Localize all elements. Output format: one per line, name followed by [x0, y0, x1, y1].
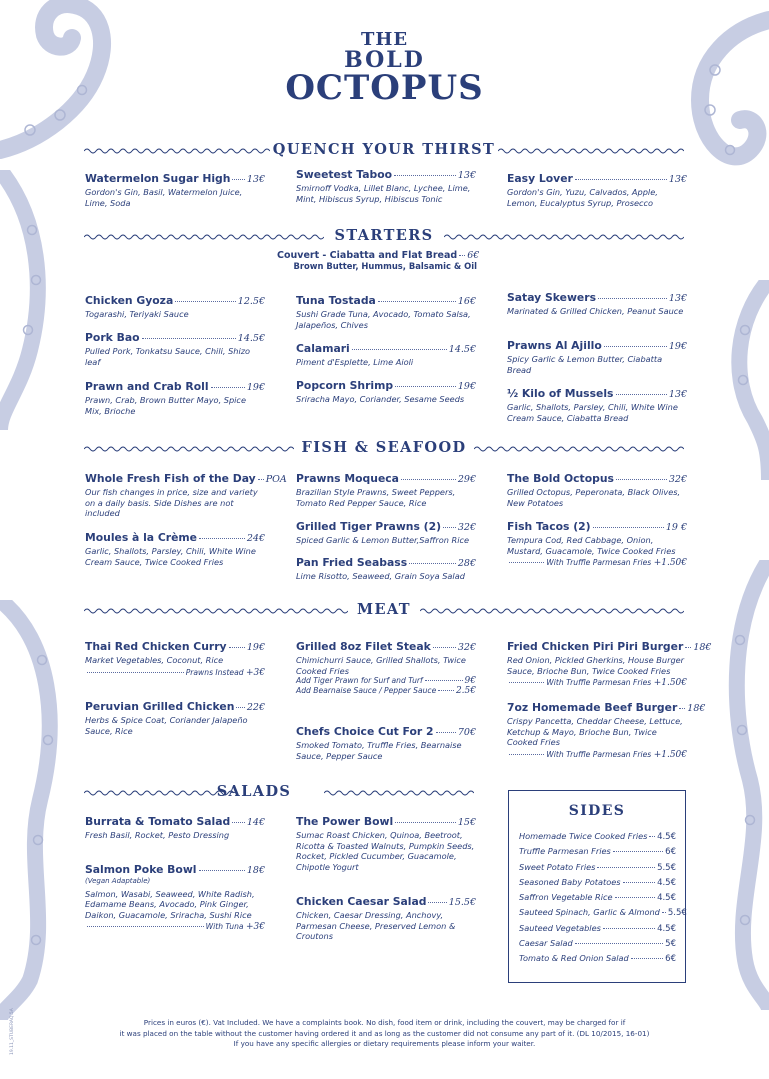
- extra-option: With Truffle Parmesan Fries: [546, 558, 652, 567]
- item-name: Satay Skewers: [507, 291, 597, 304]
- wave-divider-right: [324, 789, 474, 797]
- footer-line: it was placed on the table without the customer having ordered it and as long as the customer did not consume any part of it. (DL 10/2015, 16-01): [119, 1028, 650, 1038]
- list-item: [519, 953, 676, 968]
- menu-item: [85, 700, 265, 736]
- menu-item: [85, 380, 265, 416]
- item-description: Piment d'Esplette, Lime Aioli: [296, 357, 414, 367]
- extra-price: +1.50€: [653, 678, 687, 688]
- leader-dots: [662, 912, 666, 913]
- footer-line: If you have any specific allergies or dietary requirements please inform your waiter.: [233, 1039, 536, 1048]
- extra-option: With Truffle Parmesan Fries: [546, 678, 652, 687]
- item-description: Chimichurri Sauce, Grilled Shallots, Twice Cooked Fries: [296, 655, 466, 676]
- item-price: 19€: [668, 341, 687, 352]
- menu-item: [507, 172, 687, 208]
- side-price: 4.5€: [657, 923, 676, 934]
- leader-dots: [211, 387, 245, 388]
- tentacle-decoration-left: [0, 170, 60, 430]
- sides-box: [508, 790, 686, 983]
- section-header-quench: [84, 141, 684, 161]
- menu-item: [296, 556, 476, 582]
- extra-price: 2.5€: [455, 686, 476, 696]
- side-name: Caesar Salad: [519, 938, 573, 949]
- item-name: Pan Fried Seabass: [296, 556, 408, 569]
- section-title-starters: STARTERS: [334, 227, 434, 244]
- menu-item: [296, 815, 476, 872]
- leader-dots: [395, 386, 456, 387]
- side-price: 5.5€: [667, 908, 687, 919]
- menu-item: [507, 291, 687, 317]
- leader-dots: [428, 902, 446, 903]
- item-name: Salmon Poke Bowl: [85, 863, 197, 876]
- list-item: [519, 862, 676, 877]
- item-name: Prawns Moqueca: [296, 472, 399, 485]
- leader-dots: [436, 732, 456, 733]
- menu-item: [296, 520, 476, 546]
- wave-divider-right: [420, 607, 684, 615]
- extra-option: With Tuna: [205, 922, 244, 931]
- item-price: 32€: [457, 642, 476, 653]
- item-name: Whole Fresh Fish of the Day: [85, 472, 256, 485]
- leader-dots: [623, 882, 656, 883]
- item-name: Pork Bao: [85, 331, 140, 344]
- leader-dots: [175, 301, 236, 302]
- item-name: Fish Tacos (2): [507, 520, 591, 533]
- item-description: Salmon, Wasabi, Seaweed, White Radish, Edamame Beans, Avocado, Pink Ginger, Daikon, Guacamole, Sriracha, Sushi Rice: [85, 888, 255, 920]
- menu-item: [296, 342, 476, 368]
- menu-item: [507, 472, 687, 508]
- item-name: ½ Kilo of Mussels: [507, 387, 614, 400]
- item-name: Chicken Caesar Salad: [296, 895, 427, 908]
- menu-item: [296, 895, 476, 942]
- menu-item: [507, 387, 687, 423]
- leader-dots: [615, 897, 656, 898]
- tentacle-decoration-right: [705, 280, 769, 480]
- item-description: Garlic, Shallots, Parsley, Chili, White Wine Cream Sauce, Ciabatta Bread: [507, 402, 678, 423]
- item-description: Brazilian Style Prawns, Sweet Peppers, Tomato Red Pepper Sauce, Rice: [296, 487, 456, 508]
- menu-item: [296, 640, 476, 696]
- leader-dots: [616, 394, 667, 395]
- side-name: Seasoned Baby Potatoes: [519, 876, 621, 887]
- leader-dots: [597, 867, 655, 868]
- item-price: 19€: [457, 381, 476, 392]
- side-name: Tomato & Red Onion Salad: [519, 953, 629, 964]
- leader-dots: [575, 179, 667, 180]
- item-name: Moules à la Crème: [85, 531, 197, 544]
- item-price: 18€: [687, 703, 706, 714]
- item-price: 19 €: [665, 522, 687, 533]
- item-price: POA: [265, 474, 287, 485]
- section-title-meat: MEAT: [357, 601, 411, 618]
- extra-price: +1.50€: [653, 558, 687, 568]
- leader-dots: [232, 822, 245, 823]
- leader-dots: [679, 708, 685, 709]
- item-price: 32€: [668, 474, 687, 485]
- menu-item: [507, 520, 687, 568]
- extra-price: +1.50€: [653, 749, 687, 760]
- tentacle-decoration-bottom-left: [0, 600, 80, 1020]
- brand-line-octopus: OCTOPUS: [285, 68, 484, 108]
- section-header-meat: [84, 601, 684, 621]
- item-price: 16€: [457, 296, 476, 307]
- leader-dots: [509, 682, 544, 683]
- item-description: Prawn, Crab, Brown Butter Mayo, Spice Mix, Brioche: [85, 395, 246, 416]
- item-description: Togarashi, Teriyaki Sauce: [85, 309, 189, 319]
- section-title-quench: QUENCH YOUR THIRST: [272, 141, 496, 158]
- extra-option: Prawns Instead: [185, 667, 244, 677]
- section-title-fish: FISH & SEAFOOD: [301, 439, 467, 456]
- extra-option: Add Tiger Prawn for Surf and Turf: [296, 676, 423, 685]
- item-price: 22€: [246, 702, 265, 713]
- side-name: Homemade Twice Cooked Fries: [519, 831, 648, 841]
- leader-dots: [509, 562, 544, 563]
- side-price: 4.5€: [657, 877, 676, 888]
- menu-item: [85, 863, 265, 932]
- item-price: 18€: [693, 642, 712, 653]
- side-name: Sauteed Spinach, Garlic & Almond: [519, 907, 660, 918]
- item-description: Pulled Pork, Tonkatsu Sauce, Chili, Shizo leaf: [85, 346, 251, 367]
- tentacle-decoration-bottom-right: [690, 560, 769, 1010]
- item-description: Crispy Pancetta, Cheddar Cheese, Lettuce, Ketchup & Mayo, Brioche Bun, Twice Cooked Fries: [507, 716, 683, 747]
- leader-dots: [229, 647, 245, 648]
- leader-dots: [425, 680, 463, 681]
- item-name: Prawn and Crab Roll: [85, 380, 209, 393]
- item-price: 12.5€: [237, 296, 265, 307]
- leader-dots: [575, 943, 663, 944]
- item-price: 13€: [668, 389, 687, 400]
- menu-item: [296, 294, 476, 330]
- list-item: [519, 831, 676, 846]
- leader-dots: [87, 672, 184, 673]
- leader-dots: [631, 958, 663, 959]
- leader-dots: [509, 754, 544, 755]
- item-name: Chicken Gyoza: [85, 294, 174, 307]
- item-name: Fried Chicken Piri Piri Burger: [507, 640, 684, 653]
- item-name: Prawns Al Ajillo: [507, 339, 602, 352]
- side-price: 6€: [665, 847, 676, 858]
- item-name: Grilled 8oz Filet Steak: [296, 640, 431, 653]
- brand-line-bold: BOLD: [344, 47, 425, 73]
- wave-divider-right: [498, 147, 684, 155]
- leader-dots: [616, 479, 667, 480]
- item-description: Gordon's Gin, Basil, Watermelon Juice, Lime, Soda: [85, 187, 243, 208]
- item-price: 13€: [457, 170, 476, 181]
- menu-item: [296, 379, 476, 405]
- item-description: Gordon's Gin, Yuzu, Calvados, Apple, Lemon, Eucalyptus Syrup, Prosecco: [507, 187, 658, 208]
- side-name: Saffron Vegetable Rice: [519, 892, 613, 903]
- side-price: 4.5€: [657, 832, 676, 842]
- leader-dots: [401, 479, 456, 480]
- item-name: Chefs Choice Cut For 2: [296, 725, 434, 738]
- leader-dots: [685, 647, 691, 648]
- item-name: Watermelon Sugar High: [85, 172, 231, 185]
- leader-dots: [258, 479, 264, 480]
- side-name: Sweet Potato Fries: [519, 861, 596, 872]
- menu-item: [85, 172, 265, 208]
- item-name: Burrata & Tomato Salad: [85, 815, 231, 828]
- item-description: Smoked Tomato, Truffle Fries, Bearnaise Sauce, Pepper Sauce: [296, 740, 462, 761]
- side-name: Truffle Parmesan Fries: [519, 846, 611, 857]
- leader-dots: [395, 822, 456, 823]
- item-description: Smirnoff Vodka, Lillet Blanc, Lychee, Lime, Mint, Hibiscus Syrup, Hibiscus Tonic: [296, 183, 471, 204]
- item-name: Peruvian Grilled Chicken: [85, 700, 235, 713]
- item-price: 14.5€: [237, 333, 265, 344]
- item-description: Tempura Cod, Red Cabbage, Onion, Mustard, Guacamole, Twice Cooked Fries: [507, 535, 676, 556]
- leader-dots: [649, 836, 655, 837]
- item-price: 18€: [246, 865, 265, 876]
- item-price: 6€: [467, 250, 480, 261]
- leader-dots: [443, 527, 456, 528]
- menu-item: [85, 815, 265, 841]
- item-name: Grilled Tiger Prawns (2): [296, 520, 442, 533]
- item-description: Sriracha Mayo, Coriander, Sesame Seeds: [296, 394, 465, 404]
- wave-divider-right: [474, 445, 684, 453]
- leader-dots: [603, 928, 655, 929]
- item-description: Lime Risotto, Seaweed, Grain Soya Salad: [296, 571, 465, 581]
- item-price: 32€: [457, 522, 476, 533]
- item-price: 28€: [457, 558, 476, 569]
- item-description: Red Onion, Pickled Gherkins, House Burger Sauce, Brioche Bun, Twice Cooked Fries: [507, 655, 685, 676]
- extra-price: 9€: [464, 676, 476, 686]
- leader-dots: [87, 926, 204, 927]
- item-price: 14.5€: [448, 344, 476, 355]
- side-price: 5.5€: [657, 862, 676, 873]
- item-price: 19€: [246, 642, 265, 653]
- item-name: Couvert - Ciabatta and Flat Bread: [277, 250, 458, 261]
- menu-item: [507, 339, 687, 375]
- leader-dots: [394, 175, 456, 176]
- menu-item: [507, 701, 706, 760]
- item-description: Spicy Garlic & Lemon Butter, Ciabatta Bread: [507, 354, 663, 375]
- extra-option: Add Bearnaise Sauce / Pepper Sauce: [296, 686, 437, 695]
- item-name: Easy Lover: [507, 172, 573, 185]
- item-name: Sweetest Taboo: [296, 168, 393, 181]
- item-price: 70€: [457, 727, 476, 738]
- side-price: 5€: [665, 939, 676, 950]
- menu-item: [85, 531, 265, 567]
- leader-dots: [409, 563, 456, 564]
- item-price: 13€: [668, 293, 687, 304]
- side-price: 4.5€: [657, 893, 676, 904]
- item-name: Calamari: [296, 342, 350, 355]
- leader-dots: [199, 870, 245, 871]
- section-title-salads: SALADS: [216, 783, 292, 800]
- leader-dots: [598, 298, 667, 299]
- leader-dots: [232, 179, 244, 180]
- item-price: 29€: [457, 474, 476, 485]
- item-description: Grilled Octopus, Peperonata, Black Olives, New Potatoes: [507, 487, 681, 508]
- footer-line: Prices in euros (€). Vat Included. We have a complaints book. No dish, food item or drink, including the couvert, may be charged for if: [143, 1018, 626, 1027]
- leader-dots: [613, 851, 663, 852]
- section-header-salads: [84, 783, 474, 803]
- item-name: Tuna Tostada: [296, 294, 376, 307]
- item-name: 7oz Homemade Beef Burger: [507, 701, 678, 714]
- item-description: Sumac Roast Chicken, Quinoa, Beetroot, Ricotta & Toasted Walnuts, Pumpkin Seeds, Rocket, Pickled Cucumber, Guacamole, Chipotle Yogurt: [296, 830, 475, 872]
- leader-dots: [352, 349, 447, 350]
- leader-dots: [236, 707, 244, 708]
- item-price: 13€: [668, 174, 687, 185]
- leader-dots: [378, 301, 456, 302]
- item-name: The Bold Octopus: [507, 472, 614, 485]
- item-description: Chicken, Caesar Dressing, Anchovy, Parmesan Cheese, Preserved Lemon & Croutons: [296, 910, 456, 941]
- list-item: [519, 846, 676, 861]
- leader-dots: [459, 255, 465, 256]
- list-item: [519, 907, 687, 922]
- menu-item: [85, 640, 265, 678]
- leader-dots: [433, 647, 456, 648]
- item-description: Fresh Basil, Rocket, Pesto Dressing: [85, 830, 230, 840]
- item-description: Marinated & Grilled Chicken, Peanut Sauce: [507, 306, 684, 316]
- item-price: 24€: [246, 533, 265, 544]
- item-name: Thai Red Chicken Curry: [85, 640, 227, 653]
- item-name: The Power Bowl: [296, 815, 394, 828]
- print-code: 19.11_STUBERAQ.5A: [10, 1008, 15, 1055]
- menu-item: [85, 331, 265, 367]
- item-price: 13€: [246, 174, 265, 185]
- menu-item: [296, 725, 476, 761]
- item-price: 19€: [246, 382, 265, 393]
- section-title-sides: SIDES: [568, 803, 626, 819]
- leader-dots: [593, 527, 664, 528]
- item-price: 15€: [457, 817, 476, 828]
- item-description: Spiced Garlic & Lemon Butter,Saffron Rice: [296, 535, 470, 545]
- item-name: Popcorn Shrimp: [296, 379, 394, 392]
- item-description: Garlic, Shallots, Parsley, Chili, White Wine Cream Sauce, Twice Cooked Fries: [85, 546, 256, 567]
- leader-dots: [142, 338, 236, 339]
- list-item: [519, 877, 676, 892]
- item-description: Herbs & Spice Coat, Coriander Jalapeño Sauce, Rice: [85, 715, 248, 736]
- item-note: (Vegan Adaptable): [85, 877, 151, 885]
- menu-item: [507, 640, 712, 688]
- list-item: [519, 938, 676, 953]
- list-item: [519, 892, 676, 907]
- side-name: Sauteed Vegetables: [519, 922, 601, 933]
- leader-dots: [438, 690, 454, 691]
- section-header-starters: [84, 227, 684, 247]
- extra-option: With Truffle Parmesan Fries: [546, 749, 652, 759]
- leader-dots: [604, 346, 667, 347]
- wave-divider-right: [444, 233, 684, 241]
- item-price: 15.5€: [448, 897, 476, 908]
- extra-price: +3€: [246, 922, 265, 932]
- side-price: 6€: [665, 954, 676, 965]
- item-description: Our fish changes in price, size and variety on a daily basis. Side Dishes are not included: [85, 487, 258, 518]
- sides-list: [519, 831, 687, 969]
- item-description: Market Vegetables, Coconut, Rice: [85, 655, 224, 665]
- menu-item: [296, 168, 476, 204]
- item-description: Brown Butter, Hummus, Balsamic & Oil: [293, 261, 477, 271]
- menu-item: [85, 472, 287, 519]
- menu-item: [85, 294, 265, 320]
- leader-dots: [199, 538, 245, 539]
- legal-footer: [0, 1018, 769, 1050]
- item-price: 14€: [246, 817, 265, 828]
- brand-line-the: THE: [360, 29, 409, 50]
- item-description: Sushi Grade Tuna, Avocado, Tomato Salsa, Jalapeños, Chives: [296, 309, 471, 330]
- section-header-fish: [84, 439, 684, 459]
- couvert-item: [277, 250, 480, 272]
- list-item: [519, 923, 676, 938]
- menu-item: [296, 472, 476, 508]
- extra-price: +3€: [246, 667, 265, 678]
